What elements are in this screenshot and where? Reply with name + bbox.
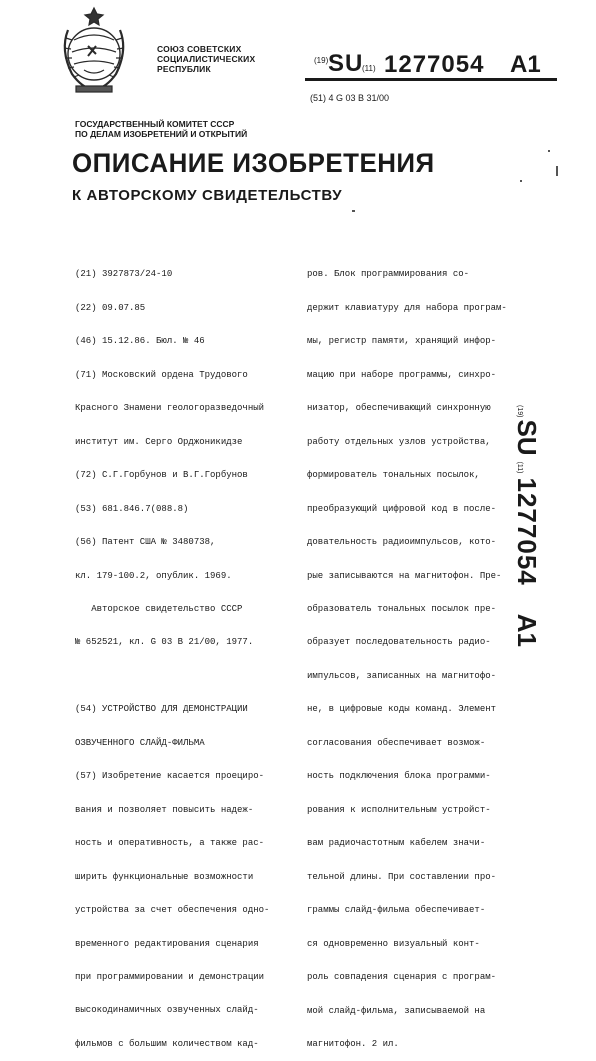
text-line: (53) 681.846.7(088.8) [75,503,189,514]
union-line: СОЮЗ СОВЕТСКИХ [157,44,242,54]
margin-country-code-label: (19) [516,405,523,418]
text-line: рые записываются на магнитофон. Пре- [307,570,502,581]
text-line: преобразующий цифровой код в после- [307,503,497,514]
text-line: высокодинамичных озвученных слайд- [75,1005,259,1016]
text-line: кл. 179-100.2, опублик. 1969. [75,570,232,581]
text-line: ность и оперативность, а также рас- [75,838,265,849]
text-line: (57) Изобретение касается проециро- [75,771,265,782]
committee-name [75,119,247,139]
text-line: вания и позволяет повысить надеж- [75,804,254,815]
union-line: СОЦИАЛИСТИЧЕСКИХ [157,54,256,64]
text-line: работу отдельных узлов устройства, [307,436,491,447]
text-line: держит клавиатуру для набора програм- [307,302,507,313]
text-line: ров. Блок программирования со- [307,269,470,280]
text-line: магнитофон. 2 ил. [307,1039,399,1050]
text-line: № 652521, кл. G 03 B 21/00, 1977. [75,637,254,648]
scan-speck [520,180,522,182]
header-rule [305,78,557,81]
text-line: образует последовательность радио- [307,637,491,648]
text-line: роль совпадения сценария с програм- [307,972,497,983]
text-line: (54) УСТРОЙСТВО ДЛЯ ДЕМОНСТРАЦИИ [75,704,248,715]
text-line: (72) С.Г.Горбунов и В.Г.Горбунов [75,470,248,481]
text-line: ность подключения блока программи- [307,771,491,782]
text-line: (21) 3927873/24-10 [75,269,173,280]
text-line: (56) Патент США № 3480738, [75,537,216,548]
document-subtitle: К АВТОРСКОМУ СВИДЕТЕЛЬСТВУ [72,187,343,204]
text-line: граммы слайд-фильма обеспечивает- [307,905,486,916]
country-code-label: (19) [314,56,329,65]
text-line: (22) 09.07.85 [75,302,146,313]
text-line: низатор, обеспечивающий синхронную [307,403,491,414]
text-line: ся одновременно визуальный конт- [307,938,480,949]
margin-patent-number: 1277054 [512,477,542,586]
text-line: мой слайд-фильма, записываемой на [307,1005,486,1016]
number-code-label: (11) [362,64,376,73]
margin-kind-code: A1 [512,613,542,647]
text-line: тельной длины. При составлении про- [307,871,497,882]
text-line: Авторское свидетельство СССР [75,604,243,614]
text-line: довательность радиоимпульсов, кото- [307,537,497,548]
margin-patent-id [514,405,570,735]
text-line: рования к исполнительным устройст- [307,804,491,815]
text-line: ОЗВУЧЕННОГО СЛАЙД-ФИЛЬМА [75,737,205,748]
committee-line: ПО ДЕЛАМ ИЗОБРЕТЕНИЙ И ОТКРЫТИЙ [75,129,248,139]
committee-line: ГОСУДАРСТВЕННЫЙ КОМИТЕТ СССР [75,119,235,129]
text-line: мы, регистр памяти, хранящий инфор- [307,336,497,347]
text-line: импульсов, записанных на магнитофо- [307,670,497,681]
union-line: РЕСПУБЛИК [157,64,211,74]
scan-speck [352,210,355,212]
text-line: образователь тональных посылок пре- [307,604,497,614]
text-line: мацию при наборе программы, синхро- [307,369,497,380]
country-code: SU [328,50,364,77]
union-name [157,44,255,74]
text-line: согласования обеспечивает возмож- [307,737,486,748]
text-line: не, в цифровые коды команд. Элемент [307,704,497,715]
scan-speck [548,150,550,152]
kind-code: A1 [510,51,541,78]
text-line: устройства за счет обеспечения одно- [75,905,270,916]
scan-speck [556,166,558,176]
text-line: институт им. Серго Орджоникидзе [75,436,243,447]
text-line [75,671,300,682]
text-line: вам радиочастотным кабелем значи- [307,838,486,849]
patent-number: 1277054 [384,51,485,78]
text-line: ширить функциональные возможности [75,871,254,882]
text-line: при программировании и демонстрации [75,972,265,982]
margin-number-code-label: (11) [516,461,523,474]
ussr-emblem-icon [44,0,144,100]
abstract-column [307,247,527,1061]
text-line: (46) 15.12.86. Бюл. № 46 [75,336,205,347]
text-line: (71) Московский ордена Трудового [75,369,248,380]
ipc-classification: (51) 4 G 03 B 31/00 [310,93,390,103]
text-line: фильмов с большим количеством кад- [75,1038,259,1049]
document-title: ОПИСАНИЕ ИЗОБРЕТЕНИЯ [72,148,435,178]
text-line: Красного Знамени геологоразведочный [75,403,265,414]
bibliographic-column [75,247,300,1061]
text-line: формирователь тональных посылок, [307,470,480,481]
margin-country-code: SU [512,419,542,456]
text-line: временного редактирования сценария [75,938,259,949]
